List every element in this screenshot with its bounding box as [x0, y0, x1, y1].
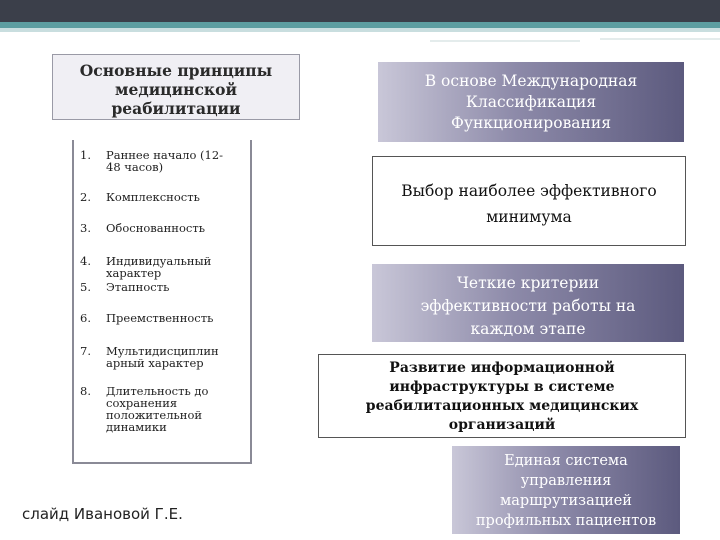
list-item-text: Обоснованность [106, 221, 205, 235]
list-item-number: 6. [80, 311, 91, 325]
header-bar [0, 0, 720, 22]
list-item-number: 7. [80, 344, 91, 358]
decor-stripe [430, 40, 580, 42]
routing-box: Единая система управления маршрутизацией профильных пациентов [452, 446, 680, 534]
list-item-text: Длительность до сохранения положительной динамики [106, 384, 209, 434]
list-item-number: 8. [80, 384, 91, 398]
decor-stripe [600, 38, 720, 40]
icf-box: В основе Международная Классификация Функционирования [378, 62, 684, 142]
list-item-number: 1. [80, 148, 91, 162]
list-item-number: 2. [80, 190, 91, 204]
list-item-text: Индивидуальный характер [106, 254, 212, 280]
header-accent-light [0, 28, 720, 32]
list-item-number: 3. [80, 221, 91, 235]
list-item-text: Этапность [106, 280, 170, 294]
list-item-text: Комплексность [106, 190, 200, 204]
list-item-number: 4. [80, 254, 91, 268]
slide-credit: слайд Ивановой Г.Е. [22, 505, 183, 523]
criteria-box: Четкие критерии эффективности работы на каждом этапе [372, 264, 684, 342]
list-item-text: Раннее начало (12- 48 часов) [106, 148, 224, 174]
principles-title: Основные принципы медицинской реабилитации [52, 54, 300, 120]
infrastructure-box: Развитие информационной инфраструктуры в системе реабилитационных медицинских организаций [318, 354, 686, 438]
list-item-text: Мультидисциплин арный характер [106, 344, 219, 370]
list-item-number: 5. [80, 280, 91, 294]
list-item-text: Преемственность [106, 311, 214, 325]
minimum-box: Выбор наиболее эффективного минимума [372, 156, 686, 246]
